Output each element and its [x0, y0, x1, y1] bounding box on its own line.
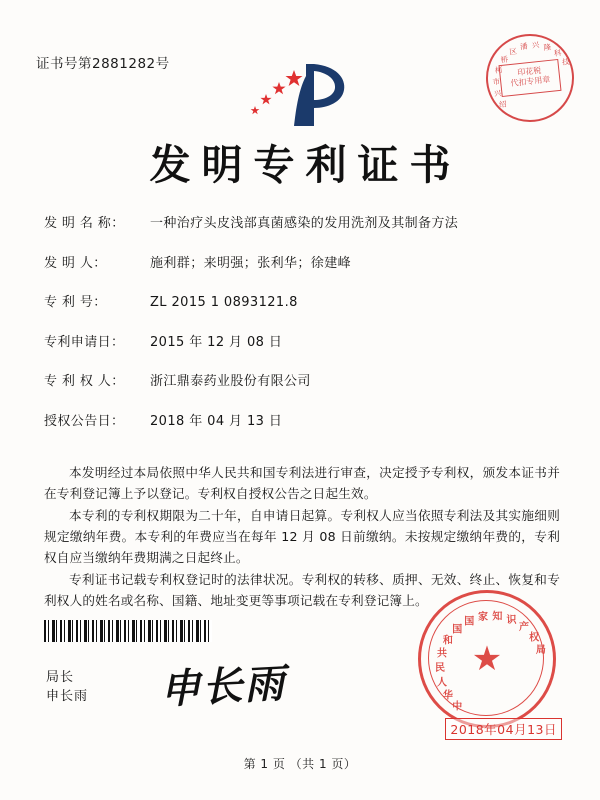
- certificate-number: 证书号第2881282号: [36, 56, 170, 72]
- field-label: 发 明 人：: [44, 255, 107, 271]
- tax-seal-arc-text: 绍 兴 市 柯 桥 区 潘 兴 隆 科 技: [492, 40, 571, 110]
- sipo-emblem: [0, 56, 600, 136]
- field-value: 施利群；来明强；张利华；徐建峰: [150, 255, 352, 271]
- field-value: 一种治疗头皮浅部真菌感染的发用洗剂及其制备方法: [150, 216, 459, 231]
- field-value: 2018 年 04 月 13 日: [150, 413, 283, 429]
- director-label: 局长: [46, 670, 75, 685]
- body-paragraph-1: 本发明经过本局依照中华人民共和国专利法进行审查，决定授予专利权，颁发本证书并在专利登记簿上予以登记。专利权自授权公告之日起生效。: [44, 465, 560, 501]
- barcode: [44, 620, 212, 642]
- tax-seal-line2: 代扣专用章: [510, 74, 551, 89]
- director-block: [46, 668, 88, 706]
- field-row-patent-number: [44, 291, 556, 310]
- field-label: 发 明 名 称：: [44, 216, 125, 231]
- field-value: 浙江鼎泰药业股份有限公司: [150, 374, 311, 389]
- field-value: 2015 年 12 月 08 日: [150, 334, 283, 350]
- field-label: 专利申请日：: [44, 334, 125, 350]
- page-title: 发明专利证书: [149, 141, 462, 189]
- field-label: 专 利 号：: [44, 295, 107, 310]
- field-list: [44, 212, 556, 449]
- director-name: 申长雨: [46, 689, 89, 704]
- field-row-inventors: [44, 252, 556, 271]
- field-row-invention-name: [44, 212, 556, 231]
- seal-star-icon: ★: [471, 639, 503, 679]
- field-value: ZL 2015 1 0893121.8: [150, 295, 298, 310]
- field-row-grant-date: [44, 410, 556, 429]
- field-label: 授权公告日：: [44, 413, 125, 429]
- field-row-patentee: [44, 370, 556, 389]
- tax-seal-line1: 印花税: [516, 65, 542, 78]
- body-paragraph-2: 本专利的专利权期限为二十年，自申请日起算。专利权人应当依照专利法及其实施细则规定缴纳年费。本专利的年费应当在每年 12 月 08 日前缴纳。未按规定缴纳年费的，专利权自应当缴纳年费期满之日起终止。: [44, 508, 560, 565]
- body-paragraph-3: 专利证书记载专利权登记时的法律状况。专利权的转移、质押、无效、终止、恢复和专利权人的姓名或名称、国籍、地址变更等事项记载在专利登记簿上。: [44, 572, 560, 608]
- seal-date-stamp: 2018年04月13日: [445, 718, 562, 740]
- page-footer: 第 1 页 （共 1 页）: [243, 757, 357, 771]
- field-label: 专 利 权 人：: [44, 374, 125, 389]
- director-signature: 申长雨: [159, 659, 288, 714]
- national-office-seal: 中 华 人 民 共 和 国 国 家 知 识 产 权 局 ★: [418, 590, 556, 728]
- field-row-application-date: [44, 331, 556, 350]
